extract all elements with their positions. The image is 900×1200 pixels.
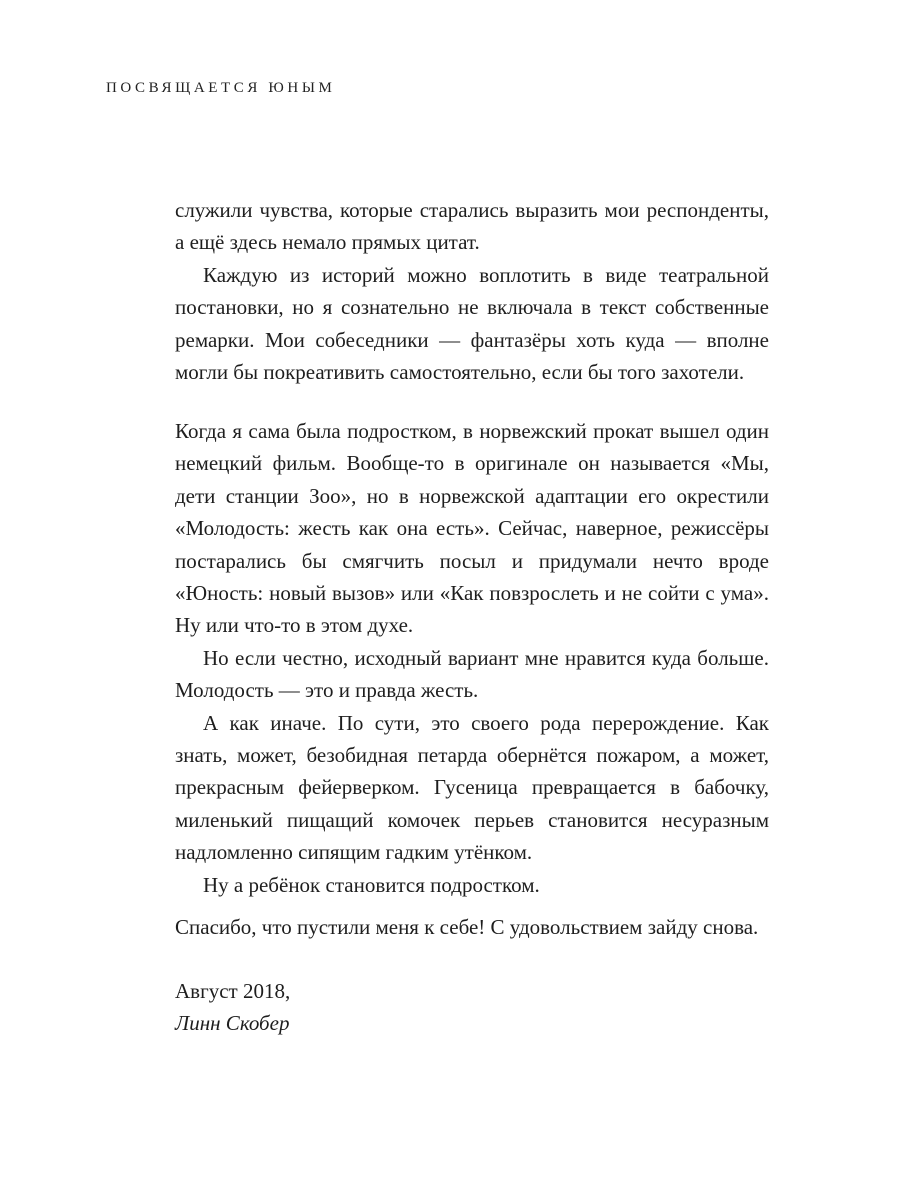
closing-date: Август 2018, (175, 979, 291, 1003)
text-block-1 (175, 194, 769, 388)
text-block-3 (175, 911, 769, 943)
paragraph: Когда я сама была подростком, в норвежский прокат вышел один немецкий фильм. Вообще-то в оригинале он называется «Мы, дети станции Зоо», но в норвежской адаптации его окрестили «Молодость: жесть как она есть». Сейчас, наверное, режиссёры постарались бы смягчить посыл и придумали нечто вроде «Юность: новый вызов» или «Как повзрослеть и не сойти с ума». Ну или что-то в этом духе. (175, 419, 769, 638)
running-head: ПОСВЯЩАЕТСЯ ЮНЫМ (106, 80, 336, 96)
paragraph: Спасибо, что пустили меня к себе! С удовольствием зайду снова. (175, 915, 759, 939)
paragraph: Но если честно, исходный вариант мне нравится куда больше. Молодость — это и правда жесть. (175, 645, 769, 703)
paragraph: Ну а ребёнок становится подростком. (203, 872, 540, 897)
paragraph: служили чувства, которые старались выразить мои респонденты, а ещё здесь немало прямых цитат. (175, 198, 769, 255)
text-block-2 (175, 415, 769, 901)
paragraph: Каждую из историй можно воплотить в виде театральной постановки, но я сознательно не включала в текст собственные ремарки. Мои собеседники — фантазёры хоть куда — вполне могли бы покреативить самостоятельно, если бы того захотели. (175, 262, 769, 385)
paragraph: А как иначе. По сути, это своего рода перерождение. Как знать, может, безобидная петарда обернётся пожаром, а может, прекрасным фейерверком. Гусеница превращается в бабочку, миленький пищащий комочек перьев становится несуразным надломленно сипящим гадким утёнком. (175, 710, 769, 865)
author-signature: Линн Скобер (175, 1011, 290, 1036)
closing-block (175, 975, 769, 1040)
